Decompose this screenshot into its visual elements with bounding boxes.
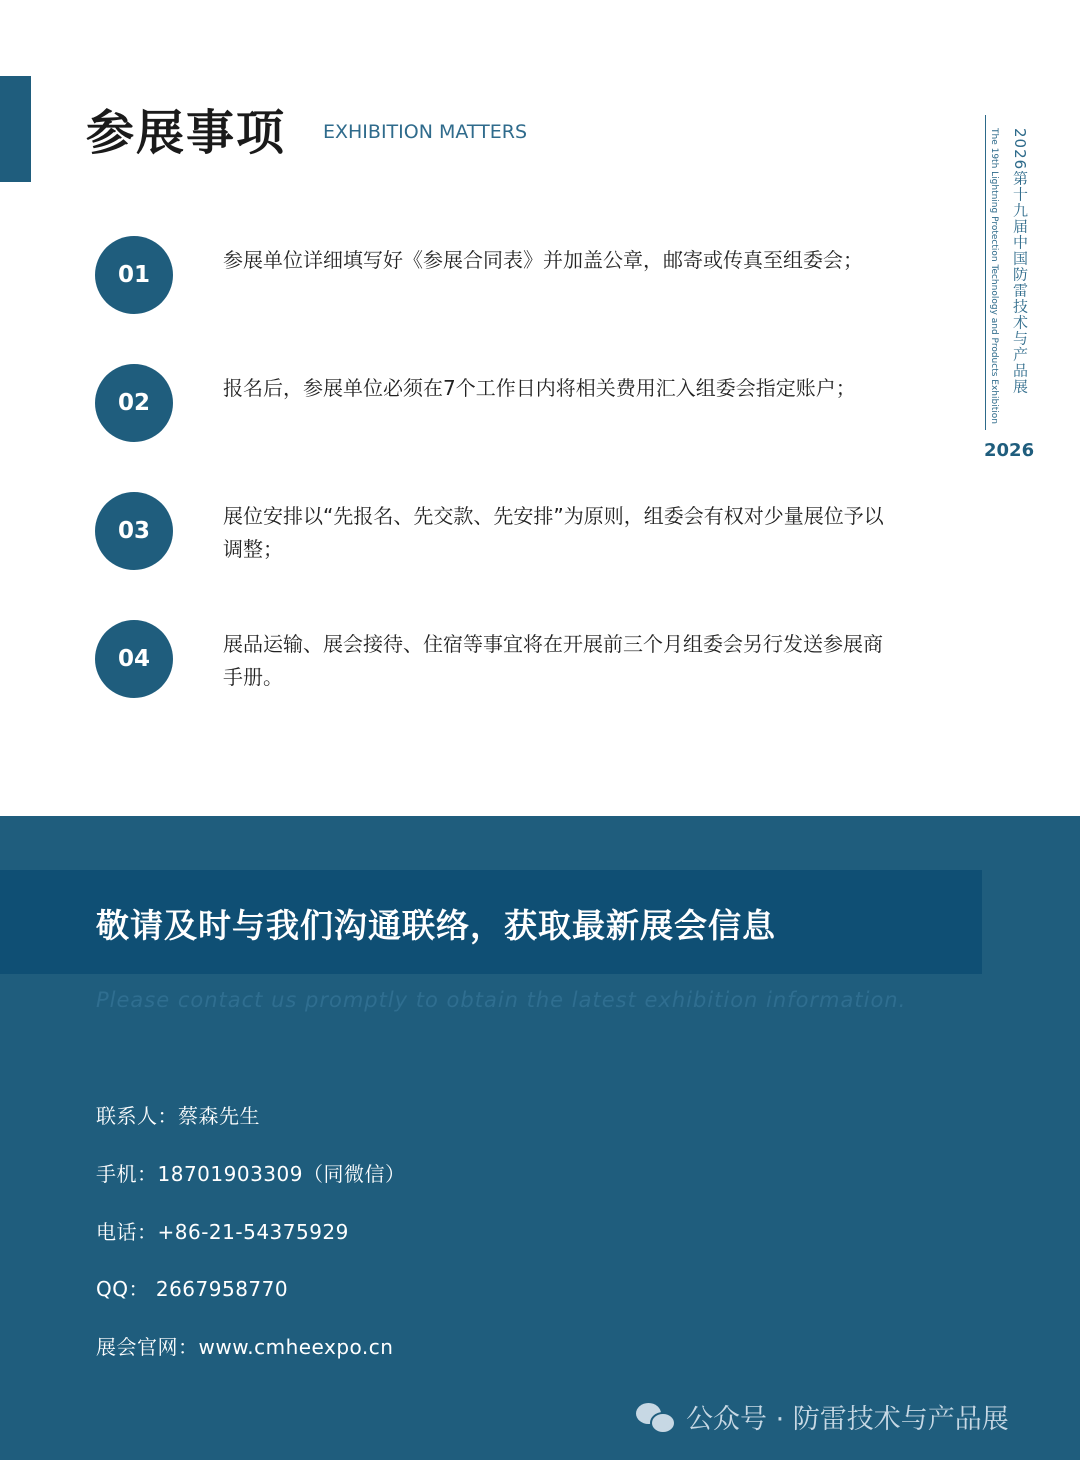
item-text: 参展单位详细填写好《参展合同表》并加盖公章，邮寄或传真至组委会； — [223, 248, 863, 272]
wechat-account-label: 公众号 · 防雷技术与产品展 — [686, 1403, 1009, 1435]
contact-website[interactable]: 展会官网：www.cmheexpo.cn — [96, 1335, 394, 1359]
banner-subheading: Please contact us promptly to obtain the latest exhibition information. — [96, 988, 907, 1012]
matter-item — [95, 236, 895, 316]
matter-item — [95, 620, 895, 700]
side-title-cn: 2026第十九届中国防雷技术与产品展 — [1011, 128, 1029, 395]
banner-heading: 敬请及时与我们沟通联络，获取最新展会信息 — [96, 906, 776, 945]
page-title: 参展事项 — [86, 105, 287, 161]
wechat-account-footer — [636, 1396, 1009, 1436]
side-year: 2026 — [984, 440, 1035, 461]
matter-item — [95, 492, 895, 572]
item-text: 报名后，参展单位必须在7个工作日内将相关费用汇入组委会指定账户； — [223, 376, 856, 400]
item-number-badge: 04 — [95, 620, 173, 698]
side-divider — [985, 115, 986, 430]
page-subtitle: EXHIBITION MATTERS — [323, 121, 528, 143]
wechat-icon — [636, 1400, 676, 1432]
contact-phone: 电话：+86-21-54375929 — [96, 1220, 349, 1244]
matter-item — [95, 364, 895, 444]
title-accent-bar — [0, 76, 31, 182]
item-number-badge: 01 — [95, 236, 173, 314]
contact-qq: QQ： 2667958770 — [96, 1277, 289, 1301]
contact-person: 联系人：蔡森先生 — [96, 1104, 260, 1128]
side-title-en: The 19th Lightning Protection Technology and Products Exhibition — [989, 128, 999, 424]
item-text: 展位安排以“先报名、先交款、先安排”为原则，组委会有权对少量展位予以调整； — [223, 504, 884, 561]
item-number-badge: 03 — [95, 492, 173, 570]
item-text: 展品运输、展会接待、住宿等事宜将在开展前三个月组委会另行发送参展商手册。 — [223, 632, 883, 689]
contact-mobile: 手机：18701903309（同微信） — [96, 1162, 406, 1186]
item-number-badge: 02 — [95, 364, 173, 442]
